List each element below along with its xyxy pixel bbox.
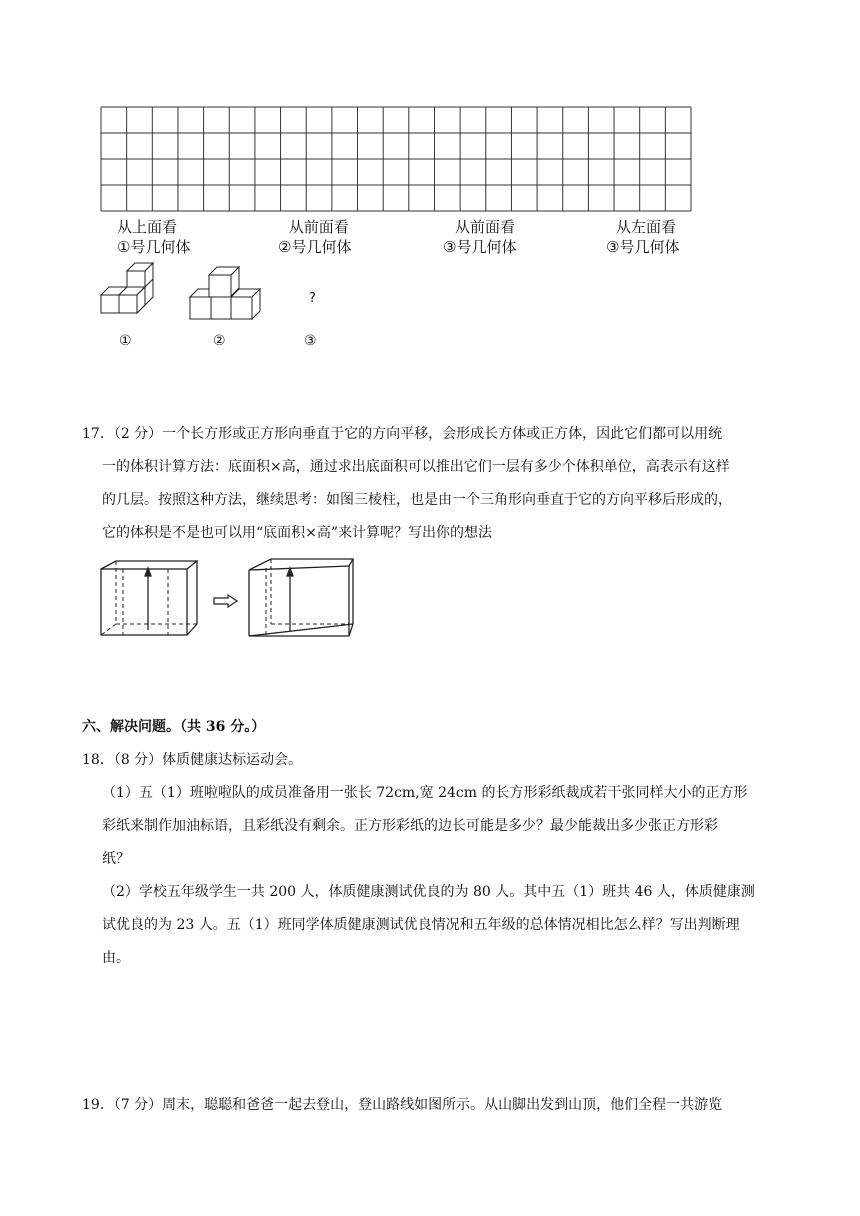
q18-part1-line1: （1）五（1）班啦啦队的成员准备用一张长 72cm,宽 24cm 的长方形彩纸裁成若干张同样大小的正方形 [102,785,748,801]
view-label-2-line1: 从前面看 [288,218,349,236]
solid-2-figure [188,266,268,322]
view-label-4-line2: ③号几何体 [606,238,680,256]
arrow-right-icon [213,594,239,608]
q17-line3: 的几层。按照这种方法，继续思考：如图三棱柱，也是由一个三角形向垂直于它的方向平移后形成的， [102,492,732,508]
q17-line4: 它的体积是不是也可以用“底面积×高”来计算呢？写出你的想法 [102,525,493,541]
q17-line1: 17．（2 分）一个长方形或正方形向垂直于它的方向平移，会形成长方体或正方体，因此它们都可以用统 [82,426,723,442]
q18-part2-line1: （2）学校五年级学生一共 200 人，体质健康测试优良的为 80 人。其中五（1）班共 46 人，体质健康测 [102,884,755,900]
q18-text [82,744,782,975]
q18-part1-line2: 彩纸来制作加油标语，且彩纸没有剩余。正方形彩纸的边长可能是多少？最少能裁出多少张正方形彩 [102,818,718,834]
cuboid-figure [98,558,203,640]
triangular-prism-figure [246,556,356,640]
q18-title: 18．（8 分）体质健康达标运动会。 [82,752,303,768]
drawing-grid [100,106,692,212]
solid-3-question-mark: ? [309,291,316,306]
solid-3-label: ③ [304,333,317,349]
solid-1-label: ① [119,333,132,349]
view-label-4 [606,217,679,257]
q19-line1: 19．（7 分）周末，聪聪和爸爸一起去登山，登山路线如图所示。从山脚出发到山顶，他们全程一共游览 [82,1097,723,1113]
solid-1-figure [98,262,158,320]
view-label-1 [117,217,190,257]
view-label-1-line1: 从上面看 [117,218,178,236]
section-6-heading: 六、解决问题。（共 36 分。） [82,719,266,735]
q17-text [82,418,782,550]
view-label-1-line2: ①号几何体 [117,238,191,256]
view-label-3-line1: 从前面看 [455,218,516,236]
q18-part2-line2: 试优良的为 23 人。五（1）班同学体质健康测试优良情况和五年级的总体情况相比怎么样？写出判断理 [102,917,740,933]
solid-2-label: ② [213,333,226,349]
view-label-3 [443,217,516,257]
q17-line2: 一的体积计算方法：底面积×高，通过求出底面积可以推出它们一层有多少个体积单位，高表示有这样 [102,459,730,475]
view-label-3-line2: ③号几何体 [443,238,517,256]
view-label-2-line2: ②号几何体 [278,238,352,256]
view-label-4-line1: 从左面看 [616,218,677,236]
q18-part2-line3: 由。 [102,950,130,966]
view-label-2 [278,217,351,257]
q19-text [82,1089,782,1122]
q18-part1-line3: 纸？ [102,851,130,867]
